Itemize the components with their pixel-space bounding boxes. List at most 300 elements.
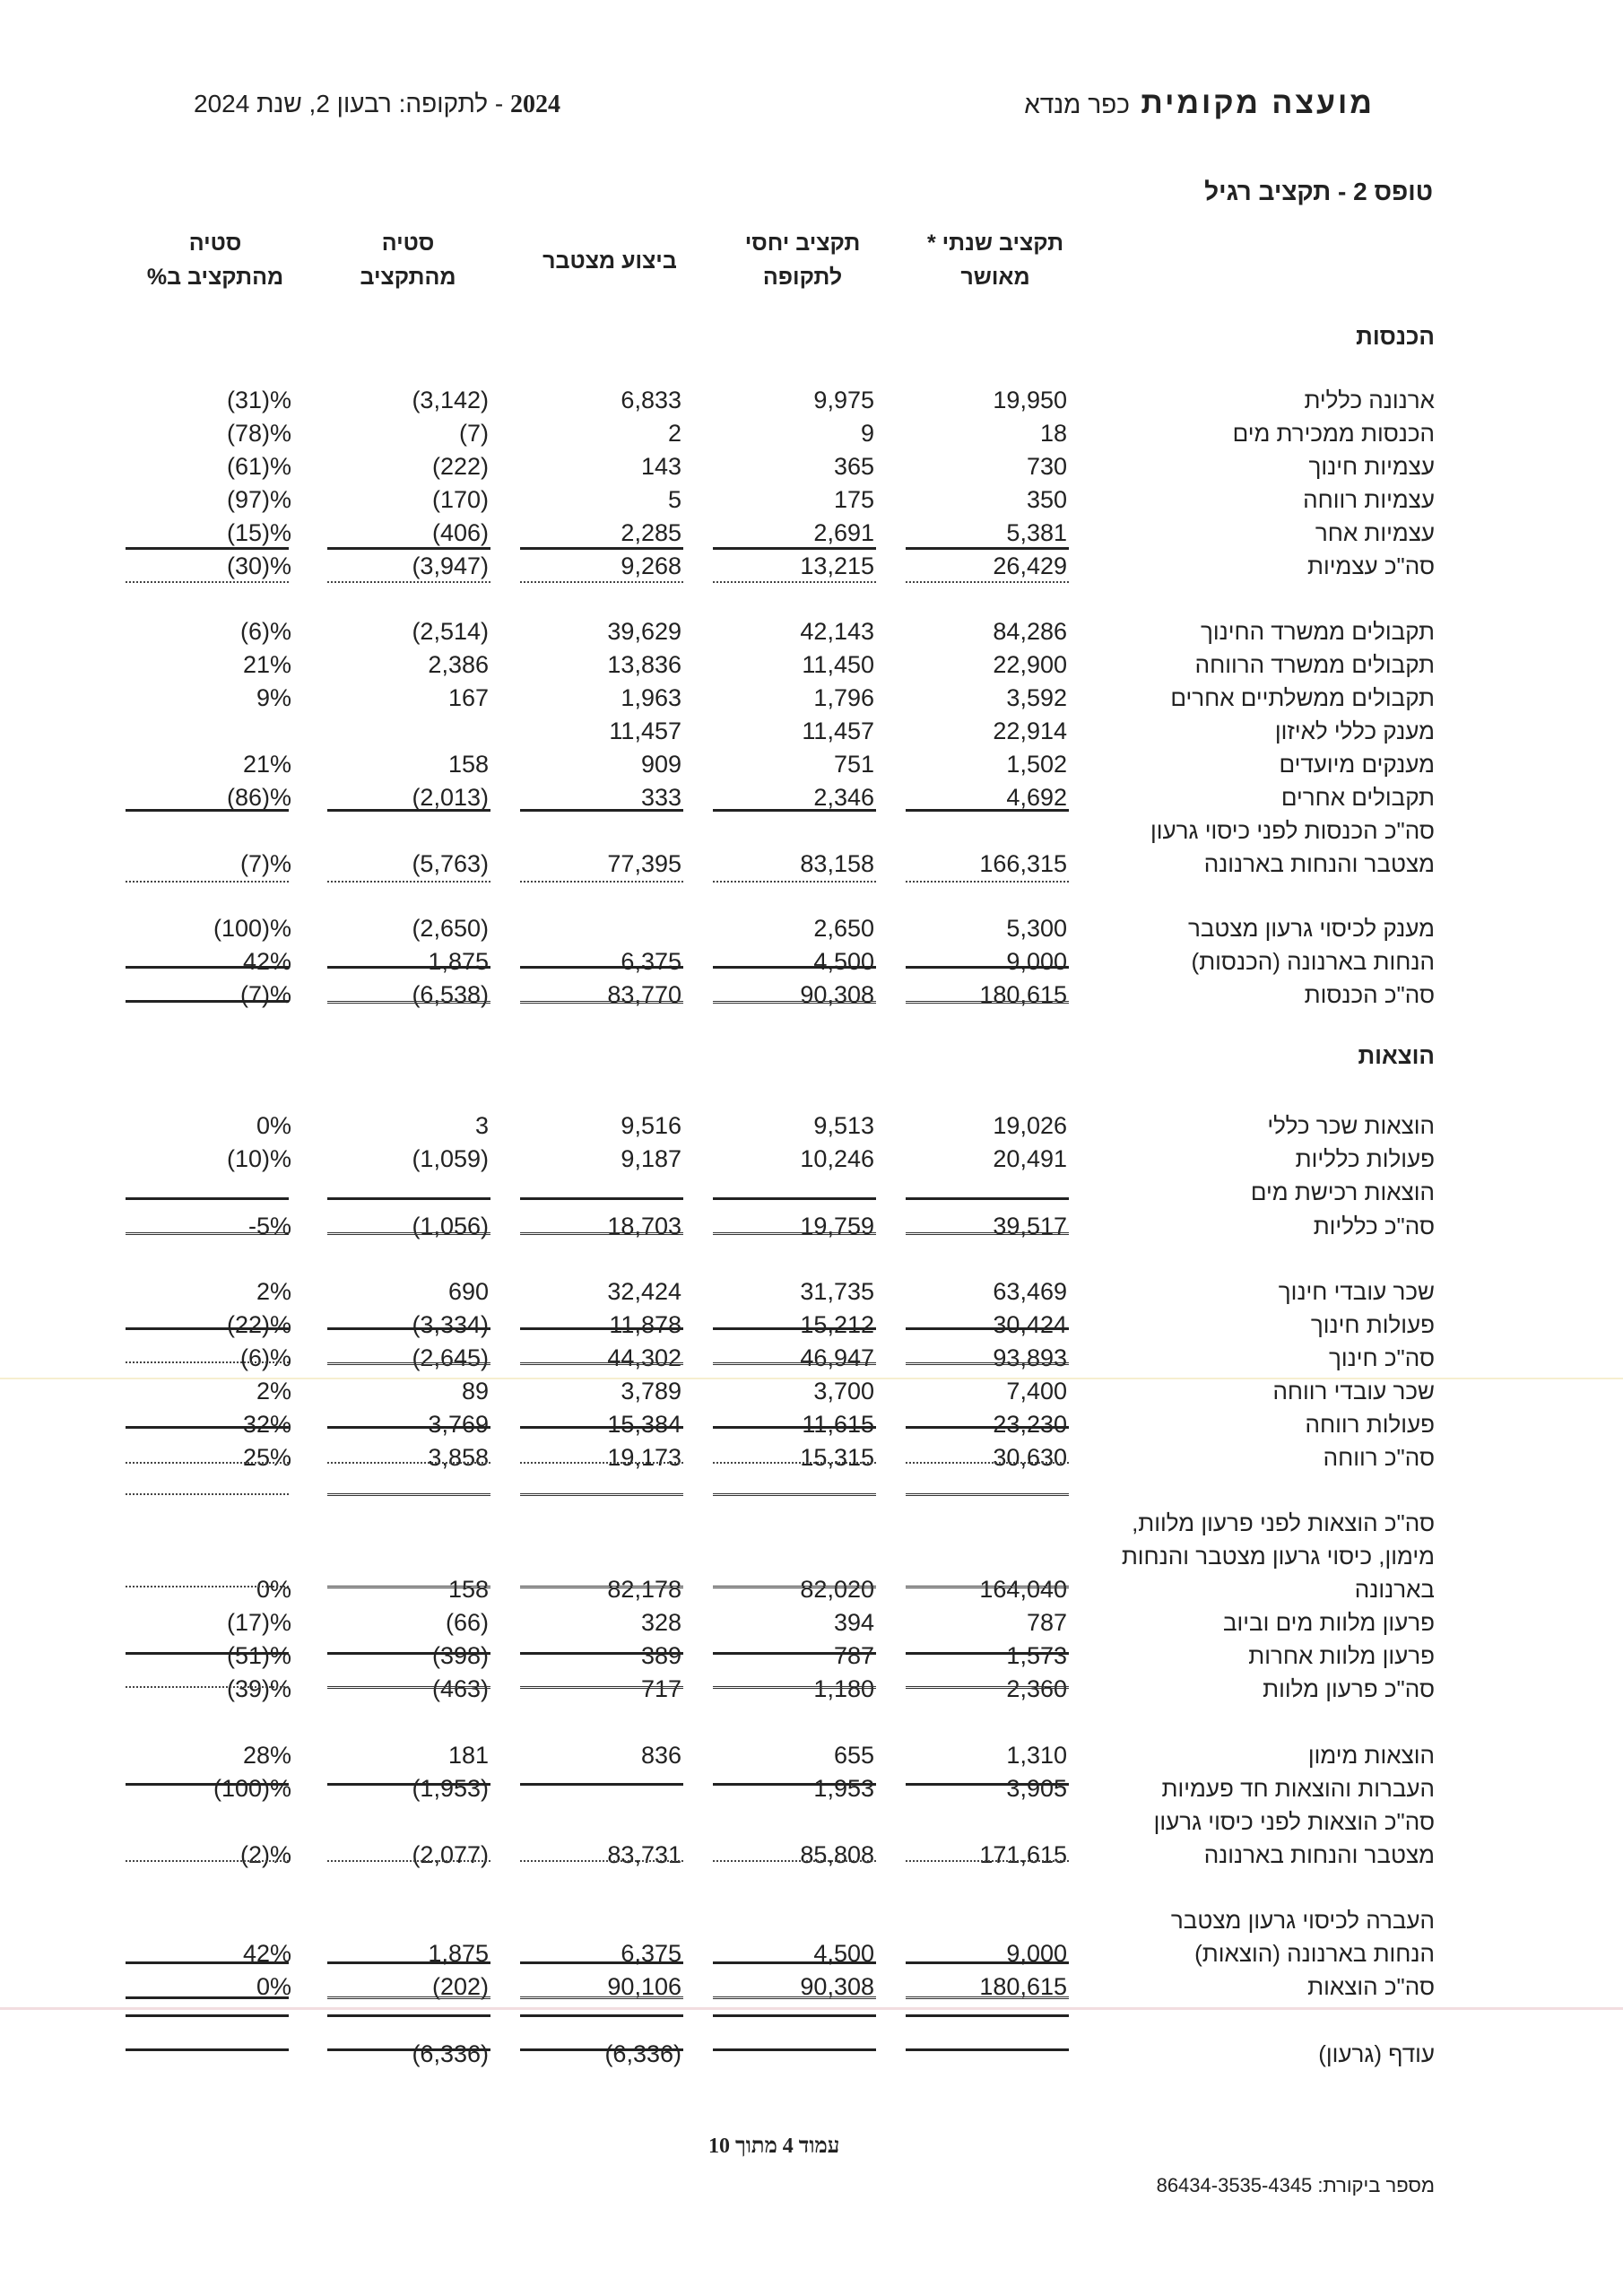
relative-budget-cell: 4,500 (813, 948, 874, 975)
row-label: עצמיות חינוך (1308, 453, 1435, 480)
annual-budget-cell: 30,424 (993, 1311, 1067, 1338)
annual-budget-cell: 171,615 (979, 1841, 1067, 1868)
underline-rule (520, 1462, 683, 1464)
underline-rule (713, 581, 876, 583)
underline-rule (906, 2014, 1069, 2017)
table-row (0, 1109, 1623, 1143)
underline-rule (713, 809, 876, 812)
deviation-cell: (1,953) (412, 1775, 489, 1802)
annual-budget-cell: 1,573 (1006, 1642, 1067, 1669)
cumulative-execution-cell: 39,629 (607, 618, 681, 645)
deviation-cell: 2,386 (428, 651, 489, 678)
relative-budget-cell: 2,346 (813, 784, 874, 811)
col-header-line: תקציב יחסי (744, 230, 861, 256)
deviation-percent-cell: (7)% (239, 850, 291, 877)
underline-rule (327, 1493, 490, 1498)
underline-rule (327, 581, 490, 583)
cumulative-execution-cell: 9,187 (621, 1145, 681, 1172)
relative-budget-cell: 365 (833, 453, 874, 480)
row-label: הנחות בארנונה (הוצאות) (1194, 1940, 1435, 1967)
row-label: סה"כ הוצאות (1307, 1973, 1435, 2000)
cumulative-execution-cell: 389 (640, 1642, 681, 1669)
row-label: הוצאות רכישת מים (1250, 1178, 1435, 1205)
col-header-relative (713, 226, 892, 294)
annual-budget-cell: 93,893 (993, 1344, 1067, 1371)
table-row (0, 1375, 1623, 1408)
underline-rule (327, 2014, 490, 2017)
relative-budget-cell: 2,650 (813, 915, 874, 942)
underline-rule (906, 581, 1069, 583)
deviation-percent-cell: -5% (247, 1213, 291, 1239)
underline-rule (126, 1361, 289, 1363)
underline-rule (520, 547, 683, 550)
row-label: ארנונה כללית (1304, 387, 1435, 413)
underline-rule (126, 1197, 289, 1200)
underline-rule (520, 881, 683, 883)
deviation-percent-cell: (97)% (226, 486, 291, 513)
row-label: סה"כ רווחה (1323, 1444, 1435, 1471)
table-row (0, 1772, 1623, 1805)
row-label: מענקים מיועדים (1279, 751, 1435, 778)
annual-budget-cell: 22,914 (993, 718, 1067, 744)
row-label: תקבולים ממשרד הרווחה (1194, 651, 1435, 678)
row-label: מענק כללי לאיזון (1274, 718, 1435, 744)
table-row (0, 1739, 1623, 1772)
underline-rule (126, 1652, 289, 1655)
cumulative-execution-cell: 90,106 (607, 1973, 681, 2000)
row-label: סה"כ כלליות (1313, 1213, 1435, 1239)
cumulative-execution-cell: 6,375 (621, 1940, 681, 1967)
table-row (0, 2038, 1623, 2071)
underline-rule (520, 1001, 683, 1005)
page-number: עמוד 4 מתוך 10 (708, 2135, 840, 2158)
cumulative-execution-cell: 6,375 (621, 948, 681, 975)
underline-rule (520, 2048, 683, 2051)
underline-rule (713, 1426, 876, 1429)
cumulative-execution-cell: 19,173 (607, 1444, 681, 1471)
underline-rule (327, 881, 490, 883)
annual-budget-cell: 3,905 (1006, 1775, 1067, 1802)
deviation-percent-cell: 0% (256, 1112, 291, 1139)
col-header-line: מהתקציב ב% (146, 265, 284, 290)
annual-budget-cell: 19,950 (993, 387, 1067, 413)
row-label: פעולות חינוך (1310, 1311, 1435, 1338)
underline-rule (906, 881, 1069, 883)
relative-budget-cell: 13,215 (800, 552, 874, 579)
relative-budget-cell: 3,700 (813, 1378, 874, 1405)
row-label: סה"כ הכנסות לפני כיסוי גרעון (1150, 817, 1435, 844)
annual-budget-cell: 39,517 (993, 1213, 1067, 1239)
row-label: מצטבר והנחות בארנונה (1203, 850, 1435, 877)
relative-budget-cell: 83,158 (800, 850, 874, 877)
relative-budget-cell: 11,457 (802, 718, 874, 744)
row-label: שכר עובדי רווחה (1272, 1378, 1435, 1405)
annual-budget-cell: 1,310 (1006, 1742, 1067, 1769)
underline-rule (520, 1586, 683, 1590)
annual-budget-cell: 84,286 (993, 618, 1067, 645)
deviation-percent-cell: 2% (256, 1378, 291, 1405)
table-row (0, 1839, 1623, 1872)
row-label: פרעון מלוות אחרות (1248, 1642, 1435, 1669)
underline-rule (327, 1652, 490, 1655)
deviation-cell: (222) (431, 453, 489, 480)
table-row (0, 648, 1623, 682)
deviation-cell: (170) (431, 486, 489, 513)
underline-rule (713, 2048, 876, 2051)
underline-rule (906, 966, 1069, 969)
deviation-percent-cell: 28% (242, 1742, 291, 1769)
scan-edge-line (0, 2007, 1623, 2010)
deviation-percent-cell: (15)% (226, 519, 291, 546)
relative-budget-cell: 9,513 (813, 1112, 874, 1139)
col-header-annual (906, 226, 1085, 294)
underline-rule (327, 1686, 490, 1691)
row-label: פעולות כלליות (1295, 1145, 1435, 1172)
table-row (0, 978, 1623, 1012)
relative-budget-cell: 15,315 (800, 1444, 874, 1471)
cumulative-execution-cell: 328 (640, 1609, 681, 1636)
underline-rule (906, 1462, 1069, 1464)
annual-budget-cell: 1,502 (1006, 751, 1067, 778)
relative-budget-cell: 11,450 (802, 651, 874, 678)
underline-rule (906, 1652, 1069, 1655)
underline-rule (327, 1961, 490, 1964)
row-label: תקבולים ממשלתיים אחרים (1170, 684, 1435, 711)
deviation-cell: (3,142) (412, 387, 489, 413)
relative-budget-cell: 1,953 (813, 1775, 874, 1802)
underline-rule (713, 1197, 876, 1200)
underline-rule (126, 1426, 289, 1429)
row-label: הנחות בארנונה (הכנסות) (1191, 948, 1435, 975)
underline-rule (906, 1996, 1069, 2001)
relative-budget-cell: 751 (833, 751, 874, 778)
cumulative-execution-cell: 83,731 (607, 1841, 681, 1868)
underline-rule (713, 1961, 876, 1964)
row-label: מצטבר והנחות בארנונה (1203, 1841, 1435, 1868)
underline-rule (906, 2048, 1069, 2051)
deviation-cell: 3,858 (428, 1444, 489, 1471)
row-label: עצמיות רווחה (1303, 486, 1435, 513)
underline-rule (126, 1232, 289, 1237)
deviation-percent-cell: (30)% (226, 552, 291, 579)
relative-budget-cell: 4,500 (813, 1940, 874, 1967)
deviation-cell: (1,056) (412, 1213, 489, 1239)
deviation-cell: (5,763) (412, 850, 489, 877)
deviation-percent-cell: 2% (256, 1278, 291, 1305)
underline-rule (327, 1232, 490, 1237)
underline-rule (327, 1783, 490, 1786)
underline-rule (713, 1493, 876, 1498)
underline-rule (713, 1783, 876, 1786)
annual-budget-cell: 4,692 (1006, 784, 1067, 811)
underline-rule (906, 1860, 1069, 1862)
relative-budget-cell: 9 (860, 420, 874, 447)
underline-rule (327, 1426, 490, 1429)
col-header-line: ביצוע מצטבר (542, 248, 677, 274)
deviation-percent-cell: 42% (242, 1940, 291, 1967)
underline-rule (327, 1327, 490, 1330)
table-row (0, 1342, 1623, 1375)
deviation-cell: (2,650) (412, 915, 489, 942)
annual-budget-cell: 26,429 (993, 552, 1067, 579)
underline-rule (126, 2014, 289, 2017)
table-row (0, 814, 1623, 848)
col-header-deviation (327, 226, 489, 294)
cumulative-execution-cell: (6,336) (604, 2040, 681, 2067)
underline-rule (906, 1001, 1069, 1005)
deviation-cell: (2,077) (412, 1841, 489, 1868)
row-label: פעולות רווחה (1305, 1411, 1435, 1438)
row-label: העברה לכיסוי גרעון מצטבר (1170, 1907, 1435, 1934)
deviation-percent-cell: 21% (242, 651, 291, 678)
underline-rule (126, 1000, 289, 1003)
table-row (0, 682, 1623, 715)
relative-budget-cell: 19,759 (800, 1213, 874, 1239)
annual-budget-cell: 19,026 (993, 1112, 1067, 1139)
underline-rule (713, 1001, 876, 1005)
underline-rule (327, 1996, 490, 2001)
deviation-percent-cell: (31)% (226, 387, 291, 413)
cumulative-execution-cell: 15,384 (607, 1411, 681, 1438)
annual-budget-cell: 5,300 (1006, 915, 1067, 942)
underline-rule (713, 881, 876, 883)
underline-rule (520, 1197, 683, 1200)
row-label: תקבולים אחרים (1280, 784, 1435, 811)
deviation-cell: 89 (461, 1378, 489, 1405)
underline-rule (126, 1783, 289, 1786)
table-row (0, 1408, 1623, 1441)
underline-rule (520, 581, 683, 583)
underline-rule (126, 1586, 289, 1587)
underline-rule (327, 547, 490, 550)
row-label: העברות והוצאות חד פעמיות (1161, 1775, 1435, 1802)
cumulative-execution-cell: 9,516 (621, 1112, 681, 1139)
deviation-percent-cell: 25% (242, 1444, 291, 1471)
underline-rule (327, 1362, 490, 1367)
relative-budget-cell: 394 (833, 1609, 874, 1636)
underline-rule (906, 1686, 1069, 1691)
council-type: מועצה מקומית (1141, 86, 1375, 120)
row-label: סה"כ חינוך (1328, 1344, 1435, 1371)
deviation-cell: 1,875 (428, 1940, 489, 1967)
annual-budget-cell: 23,230 (993, 1411, 1067, 1438)
cumulative-execution-cell: 9,268 (621, 552, 681, 579)
form-title: טופס 2 - תקציב רגיל (1204, 178, 1433, 205)
cumulative-execution-cell: 5 (667, 486, 681, 513)
annual-budget-cell: 63,469 (993, 1278, 1067, 1305)
deviation-cell: (398) (431, 1642, 489, 1669)
underline-rule (126, 809, 289, 812)
underline-rule (713, 1652, 876, 1655)
deviation-cell: (7) (459, 420, 489, 447)
underline-rule (906, 1586, 1069, 1590)
deviation-cell: (1,059) (412, 1145, 489, 1172)
deviation-percent-cell: (86)% (226, 784, 291, 811)
col-header-line: מהתקציב (360, 265, 456, 290)
table-row (0, 1507, 1623, 1540)
table-row (0, 1639, 1623, 1673)
locality-name: כפר מנדא (1024, 91, 1130, 118)
row-label: שכר עובדי חינוך (1278, 1278, 1435, 1305)
deviation-percent-cell: (100)% (213, 1775, 291, 1802)
table-row (0, 1275, 1623, 1309)
underline-rule (906, 1961, 1069, 1964)
underline-rule (713, 1232, 876, 1237)
cumulative-execution-cell: 333 (640, 784, 681, 811)
table-row (0, 384, 1623, 417)
deviation-percent-cell: (17)% (226, 1609, 291, 1636)
deviation-cell: 690 (447, 1278, 489, 1305)
cumulative-execution-cell: 32,424 (607, 1278, 681, 1305)
table-row (0, 912, 1623, 945)
annual-budget-cell: 30,630 (993, 1444, 1067, 1471)
deviation-cell: 3,769 (428, 1411, 489, 1438)
period-year: 2024 (509, 91, 560, 118)
col-header-line: סטיה (381, 230, 435, 256)
row-label: מימון, כיסוי גרעון מצטבר והנחות (1121, 1543, 1435, 1570)
underline-rule (126, 966, 289, 969)
row-label: מענק לכיסוי גרעון מצטבר (1187, 915, 1435, 942)
cumulative-execution-cell: 11,878 (609, 1311, 681, 1338)
deviation-percent-cell: (2)% (239, 1841, 291, 1868)
row-label: סה"כ הוצאות לפני פרעון מלוות, (1132, 1509, 1435, 1536)
underline-rule (713, 547, 876, 550)
underline-rule (520, 1426, 683, 1429)
underline-rule (327, 2048, 490, 2051)
cumulative-execution-cell: 18,703 (607, 1213, 681, 1239)
table-row (0, 945, 1623, 978)
table-row (0, 517, 1623, 550)
underline-rule (713, 1996, 876, 2001)
table-row (0, 1441, 1623, 1474)
underline-rule (713, 1327, 876, 1330)
underline-rule (520, 1232, 683, 1237)
underline-rule (520, 1783, 683, 1786)
deviation-cell: (406) (431, 519, 489, 546)
underline-rule (327, 1197, 490, 1200)
annual-budget-cell: 164,040 (979, 1576, 1067, 1603)
relative-budget-cell: 31,735 (800, 1278, 874, 1305)
deviation-percent-cell: (61)% (226, 453, 291, 480)
deviation-percent-cell: (6)% (239, 1344, 291, 1371)
deviation-cell: (2,645) (412, 1344, 489, 1371)
cumulative-execution-cell: 143 (640, 453, 681, 480)
relative-budget-cell: 82,020 (800, 1576, 874, 1603)
table-row (0, 450, 1623, 483)
deviation-cell: (66) (445, 1609, 489, 1636)
deviation-percent-cell: (22)% (226, 1311, 291, 1338)
underline-rule (713, 1362, 876, 1367)
relative-budget-cell: 46,947 (800, 1344, 874, 1371)
underline-rule (327, 1860, 490, 1862)
underline-rule (906, 809, 1069, 812)
deviation-percent-cell: (10)% (226, 1145, 291, 1172)
relative-budget-cell: 42,143 (800, 618, 874, 645)
underline-rule (126, 1493, 289, 1495)
underline-rule (906, 1783, 1069, 1786)
annual-budget-cell: 2,360 (1006, 1675, 1067, 1702)
underline-rule (520, 1362, 683, 1367)
col-header-execution (520, 244, 699, 278)
deviation-percent-cell: 9% (256, 684, 291, 711)
table-row (0, 1210, 1623, 1243)
relative-budget-cell: 11,615 (802, 1411, 874, 1438)
underline-rule (906, 1426, 1069, 1429)
relative-budget-cell: 787 (833, 1642, 874, 1669)
deviation-cell: 1,875 (428, 948, 489, 975)
deviation-percent-cell: 32% (242, 1411, 291, 1438)
relative-budget-cell: 85,808 (800, 1841, 874, 1868)
deviation-percent-cell: 0% (256, 1973, 291, 2000)
underline-rule (126, 1462, 289, 1464)
col-header-line: מאושר (960, 265, 1030, 290)
table-row (0, 1937, 1623, 1970)
deviation-cell: (6,336) (412, 2040, 489, 2067)
underline-rule (520, 1686, 683, 1691)
underline-rule (906, 1493, 1069, 1498)
table-row (0, 1540, 1623, 1573)
underline-rule (126, 881, 289, 883)
deviation-cell: 158 (447, 1576, 489, 1603)
deviation-percent-cell: (78)% (226, 420, 291, 447)
table-row (0, 1176, 1623, 1209)
annual-budget-cell: 9,000 (1006, 1940, 1067, 1967)
cumulative-execution-cell: 83,770 (607, 981, 681, 1008)
deviation-percent-cell: 0% (256, 1576, 291, 1603)
annual-budget-cell: 730 (1026, 453, 1067, 480)
cumulative-execution-cell: 6,833 (621, 387, 681, 413)
relative-budget-cell: 9,975 (813, 387, 874, 413)
relative-budget-cell: 655 (833, 1742, 874, 1769)
deviation-cell: (463) (431, 1675, 489, 1702)
period-text: - לתקופה: רבעון 2, שנת 2024 (194, 90, 510, 117)
deviation-percent-cell: (51)% (226, 1642, 291, 1669)
relative-budget-cell: 10,246 (800, 1145, 874, 1172)
row-label: סה"כ עצמיות (1306, 552, 1435, 579)
row-label: הכנסות ממכירת מים (1232, 420, 1435, 447)
annual-budget-cell: 350 (1026, 486, 1067, 513)
deviation-percent-cell: (6)% (239, 618, 291, 645)
table-row (0, 715, 1623, 748)
row-label: הוצאות שכר כללי (1267, 1112, 1435, 1139)
underline-rule (327, 809, 490, 812)
deviation-percent-cell: (7)% (239, 981, 291, 1008)
deviation-percent-cell: (100)% (213, 915, 291, 942)
underline-rule (520, 1860, 683, 1862)
underline-rule (327, 966, 490, 969)
cumulative-execution-cell: 77,395 (607, 850, 681, 877)
underline-rule (713, 1860, 876, 1862)
deviation-cell: 3 (474, 1112, 489, 1139)
underline-rule (713, 1686, 876, 1691)
row-label: עודף (גרעון) (1318, 2040, 1435, 2067)
annual-budget-cell: 180,615 (979, 981, 1067, 1008)
underline-rule (520, 809, 683, 812)
council-title (1024, 86, 1375, 121)
deviation-cell: (2,514) (412, 618, 489, 645)
table-row (0, 550, 1623, 583)
underline-rule (713, 2014, 876, 2017)
table-row (0, 417, 1623, 450)
annual-budget-cell: 22,900 (993, 651, 1067, 678)
annual-budget-cell: 787 (1026, 1609, 1067, 1636)
underline-rule (126, 1686, 289, 1688)
deviation-cell: (202) (431, 1973, 489, 2000)
report-period (194, 90, 560, 119)
row-label: בארנונה (1354, 1576, 1435, 1603)
annual-budget-cell: 18 (1039, 420, 1067, 447)
underline-rule (713, 966, 876, 969)
